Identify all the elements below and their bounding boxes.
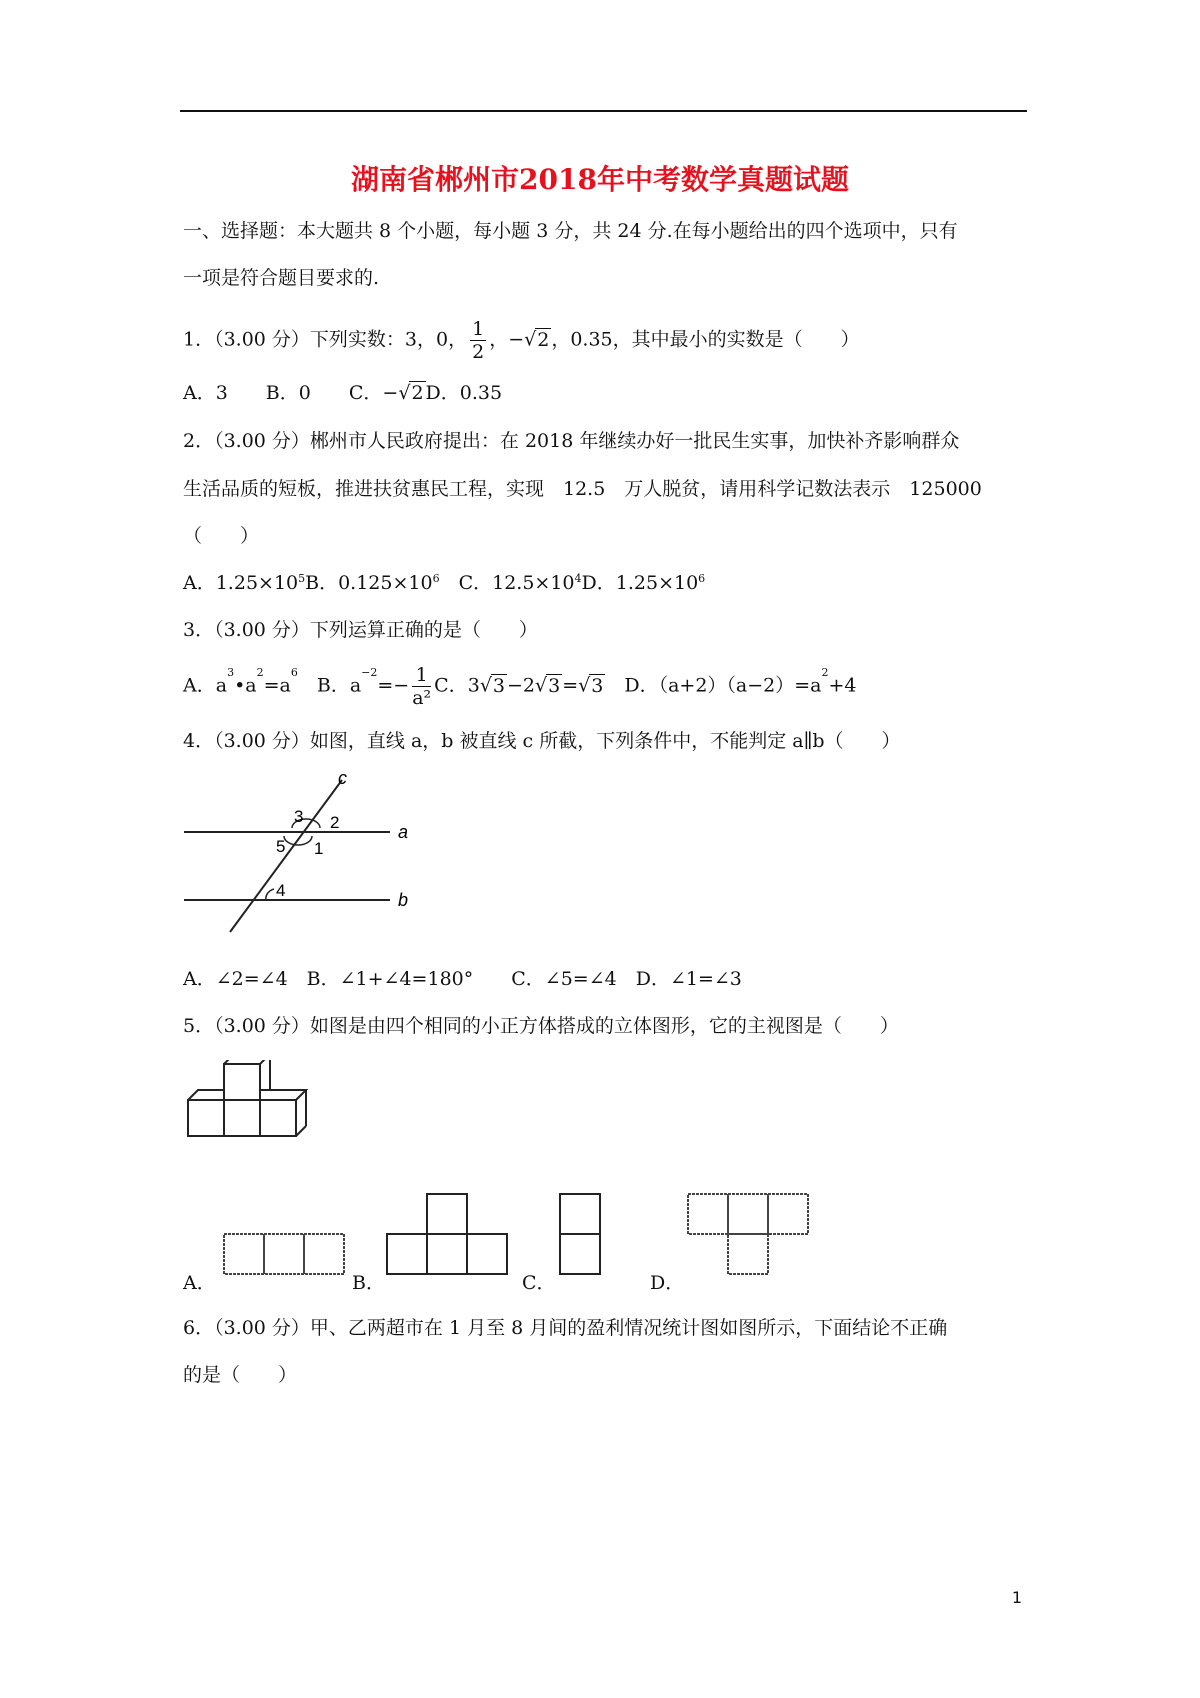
page-title: 湖南省郴州市2018年中考数学真题试题: [351, 163, 849, 196]
q5-option-d-figure: [686, 1192, 811, 1276]
q2-option-c-exp: 4: [574, 572, 582, 585]
q3-d-e: 2: [821, 666, 829, 679]
label-c: c: [338, 770, 347, 788]
q2-option-d-exp: 6: [698, 572, 706, 585]
q1-options-text-a: A．3 B．0 C．−: [183, 382, 399, 404]
q3-b-2: =−: [377, 674, 410, 697]
q3-d-2: +4: [828, 674, 857, 697]
q1-stem-text-a: 1．（3.00 分）下列实数：3，0，: [183, 328, 468, 351]
page-number: 1: [1011, 1588, 1022, 1607]
q5-option-a-figure: [222, 1232, 347, 1276]
q3-b-fraction: [412, 664, 431, 709]
q1-frac-den: 2: [472, 341, 485, 363]
q2-option-c: C．12.5×10: [439, 572, 575, 594]
q3-c-sqrt3: 3: [591, 674, 604, 697]
q5-stem: 5．（3.00 分）如图是由四个相同的小正方体搭成的立体图形，它的主视图是（ ）: [183, 1015, 899, 1037]
q6-line2: 的是（ ）: [183, 1364, 298, 1386]
q6-line1: 6．（3.00 分）甲、乙两超市在 1 月至 8 月间的盈利情况统计图如图所示，下面结论不正确: [183, 1317, 948, 1339]
q3-a-e3: 6: [290, 666, 298, 679]
q3-b-1: B．a: [297, 674, 362, 697]
q3-a-2: •a: [234, 674, 257, 697]
angle-arc-4: [266, 889, 274, 900]
q2-option-b: B．0.125×10: [305, 572, 433, 594]
angle-label-3: 3: [294, 807, 304, 826]
q1-stem-text-c: ，0.35，其中最小的实数是（ ）: [551, 328, 860, 351]
q1-options: A．3 B．0 C．−√2 D．0.35: [183, 382, 503, 404]
q2-line1: 2．（3.00 分）郴州市人民政府提出：在 2018 年继续办好一批民生实事，加快补齐影响群众: [183, 430, 960, 452]
q2-option-d: D．1.25×10: [581, 572, 699, 594]
q3-b-e: −2: [361, 666, 378, 679]
q4-parallel-lines-figure: [180, 770, 420, 940]
q1-options-text-b: D．0.35: [425, 382, 503, 404]
q3-a-e1: 3: [227, 666, 235, 679]
q3-c-3: =: [562, 674, 579, 697]
label-a: a: [398, 822, 409, 842]
q2-options: [183, 570, 705, 596]
q2-line2: 生活品质的短板，推进扶贫惠民工程，实现 12.5 万人脱贫，请用科学记数法表示 125000: [183, 478, 982, 500]
q5-label-c: C．: [522, 1272, 556, 1294]
q3-a-1: A．a: [183, 674, 228, 697]
q2-line3: （ ）: [183, 525, 260, 547]
q5-label-a: A．: [183, 1272, 216, 1294]
q2-option-b-exp: 6: [432, 572, 440, 585]
q4-stem: 4．（3.00 分）如图，直线 a，b 被直线 c 所截，下列条件中，不能判定 a∥b（ ）: [183, 730, 901, 752]
q1-option-sqrt: 2: [411, 382, 424, 404]
q3-a-3: =a: [263, 674, 291, 697]
q3-c-1: C．3: [434, 674, 480, 697]
header-rule: [180, 110, 1027, 112]
q4-options: A．∠2=∠4 B．∠1+∠4=180° C．∠5=∠4 D．∠1=∠3: [183, 968, 742, 990]
q3-options: A．$a^3•a^2=a^6$ B．$a^{-2}=-$ $\frac{1}{\text{a²}}$ C．3√3 −2√3 =√3 D．$(a+2)(a-2)=a^2+4$: [183, 664, 857, 709]
angle-label-5: 5: [276, 837, 286, 856]
q1-stem: 1．（3.00 分）下列实数：3，0， $\frac{1}{2}$ ，−√2 ，0.35，其中最小的实数是（ ）: [183, 318, 860, 363]
q1-stem-text-b: ，−: [489, 328, 525, 351]
q3-c-sqrt1: 3: [492, 674, 506, 697]
line-c: [230, 780, 342, 932]
q5-option-b-figure: [385, 1192, 510, 1276]
section-intro-line1: 一、选择题：本大题共 8 个小题，每小题 3 分，共 24 分.在每小题给出的四个选项中，只有: [183, 220, 958, 242]
q1-sqrt: 2: [537, 328, 550, 351]
q1-frac-num: 1: [472, 318, 485, 340]
q5-cube-figure: [186, 1060, 316, 1160]
q2-option-a-exp: 5: [298, 572, 306, 585]
q3-a-e2: 2: [256, 666, 264, 679]
angle-label-2: 2: [330, 813, 340, 832]
q2-option-a: A．1.25×10: [183, 572, 299, 594]
q1-fraction: [470, 318, 486, 363]
section-intro-line2: 一项是符合题目要求的.: [183, 267, 380, 289]
angle-label-4: 4: [276, 881, 286, 900]
q5-option-c-figure: [558, 1192, 604, 1276]
q5-label-b: B．: [352, 1272, 385, 1294]
label-b: b: [398, 890, 409, 910]
q3-c-sqrt2: 3: [548, 674, 561, 697]
q3-b-den: a²: [412, 687, 432, 709]
q3-d-1: D．（a+2）（a−2）=a: [605, 674, 822, 697]
angle-label-1: 1: [314, 839, 324, 858]
q3-c-2: −2: [507, 674, 536, 697]
q3-stem: 3．（3.00 分）下列运算正确的是（ ）: [183, 619, 538, 641]
q3-b-num: 1: [412, 664, 431, 687]
q5-label-d: D．: [650, 1272, 685, 1294]
